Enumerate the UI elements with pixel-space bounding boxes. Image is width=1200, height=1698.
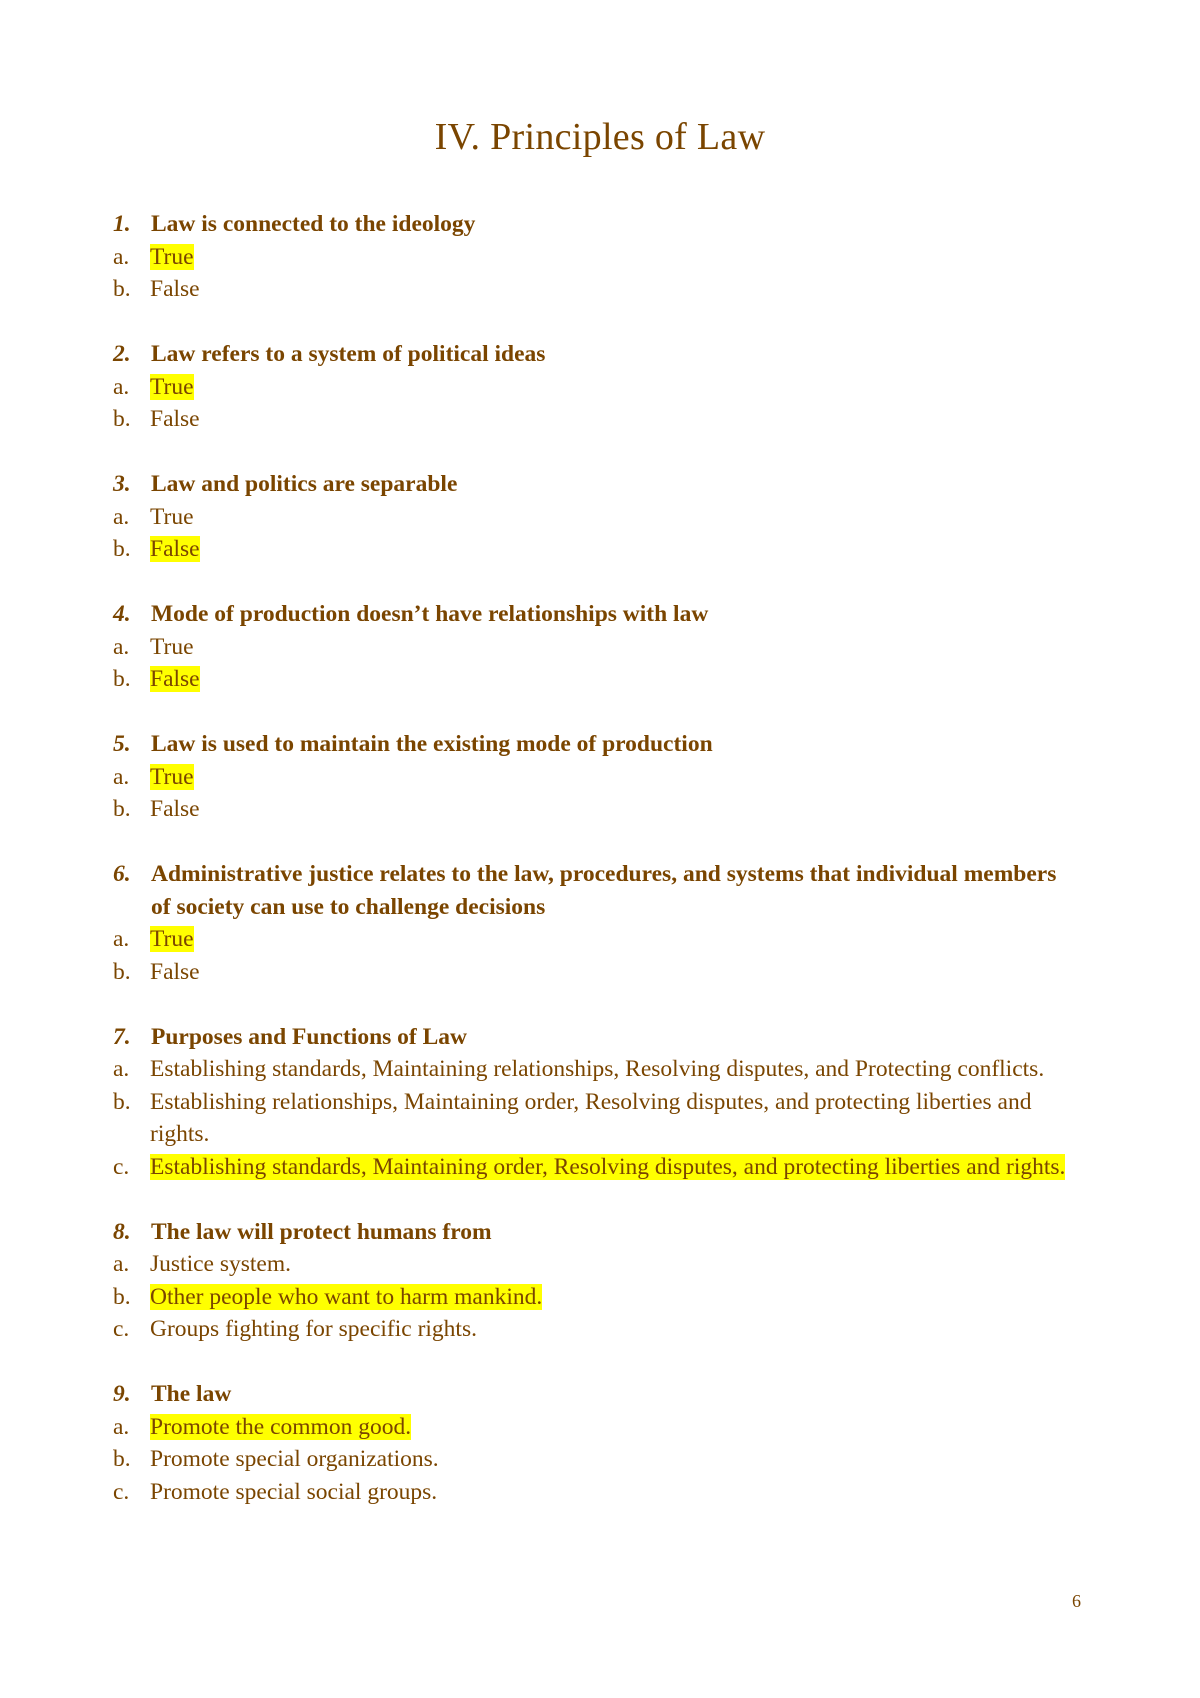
question-heading [113,1378,1073,1411]
answer-option [113,1281,1073,1314]
option-text-wrap [150,371,1073,404]
option-letter: b. [113,1283,131,1310]
answer-option [113,501,1073,534]
option-text-wrap [150,1151,1073,1184]
option-text-wrap [150,923,1073,956]
question-7 [113,1021,1073,1184]
option-text-wrap [150,663,1073,696]
question-3 [113,468,1073,566]
highlighted-answer: True [150,926,194,952]
option-letter: a. [113,633,130,660]
option-text: Promote special social groups. [150,1478,438,1505]
question-heading [113,728,1073,761]
answer-option [113,1248,1073,1281]
option-text: Establishing relationships, Maintaining order, Resolving disputes, and protecting liberties and rights. [150,1088,1032,1147]
answer-option [113,1443,1073,1476]
option-text-wrap [150,631,1073,664]
option-text-wrap [150,1443,1073,1476]
question-6 [113,858,1073,988]
option-text-wrap [150,501,1073,534]
option-text: False [150,276,200,302]
option-letter: b. [113,1088,131,1115]
answer-option [113,403,1073,436]
question-1 [113,208,1073,306]
answer-option [113,1313,1073,1346]
highlighted-answer: True [150,763,194,790]
highlighted-answer: Promote the common good. [150,1413,412,1440]
question-4 [113,598,1073,696]
answer-option [113,273,1073,306]
answer-option [113,793,1073,826]
option-text-wrap [150,533,1073,566]
question-heading [113,1216,1073,1249]
option-text-wrap [150,241,1073,274]
answer-option [113,1151,1073,1184]
option-text: Groups fighting for specific rights. [150,1316,477,1342]
option-letter: b. [113,958,131,985]
option-letter: a. [113,926,130,952]
question-text: The law will protect humans from [151,1218,492,1245]
page-title: IV. Principles of Law [434,116,766,158]
question-heading [113,208,1073,241]
answer-option [113,631,1073,664]
question-number: 3. [113,471,131,497]
option-text: False [150,958,200,985]
option-text-wrap [150,956,1073,989]
option-letter: b. [113,276,131,302]
answer-option [113,371,1073,404]
option-text-wrap [150,1248,1073,1281]
highlighted-answer: False [150,666,200,692]
option-text: Promote special organizations. [150,1446,439,1472]
question-text: The law [151,1381,232,1407]
question-number: 4. [113,601,131,627]
option-letter: a. [113,1056,130,1082]
question-number: 2. [113,341,131,367]
option-text: False [150,406,200,432]
option-letter: a. [113,373,130,400]
option-letter: b. [113,536,131,562]
answer-option [113,663,1073,696]
option-text-wrap [150,273,1073,306]
question-number: 7. [113,1023,131,1050]
option-letter: c. [113,1153,130,1180]
option-text-wrap [150,761,1073,794]
answer-option [113,1411,1073,1444]
question-text: Administrative justice relates to the law, procedures, and systems that individual members of society can use to challenge decisions [151,861,1057,920]
option-letter: a. [113,1251,130,1277]
question-text: Law is connected to the ideology [151,211,476,237]
option-letter: b. [113,666,131,692]
option-text: Justice system. [150,1251,291,1277]
question-9 [113,1378,1073,1508]
question-number: 9. [113,1381,131,1407]
question-heading [113,468,1073,501]
highlighted-answer: Establishing standards, Maintaining order, Resolving disputes, and protecting liberties and rights. [150,1153,1066,1180]
option-letter: a. [113,1413,130,1440]
page-number: 6 [1072,1591,1081,1611]
question-heading [113,598,1073,631]
answer-option [113,761,1073,794]
answer-option [113,1476,1073,1509]
question-list [113,208,1073,1541]
highlighted-answer: True [150,373,194,400]
option-text-wrap [150,1086,1073,1151]
question-heading [113,1021,1073,1054]
option-letter: a. [113,503,130,530]
answer-option [113,1053,1073,1086]
option-letter: c. [113,1316,130,1342]
question-text: Law is used to maintain the existing mode of production [151,731,713,757]
question-2 [113,338,1073,436]
option-letter: a. [113,763,130,790]
question-heading [113,338,1073,371]
option-text: Establishing standards, Maintaining relationships, Resolving disputes, and Protecting conflicts. [150,1056,1045,1082]
option-text-wrap [150,793,1073,826]
option-letter: b. [113,1446,131,1472]
question-8 [113,1216,1073,1346]
option-text: True [150,633,194,660]
question-number: 1. [113,211,131,237]
question-text: Purposes and Functions of Law [151,1023,467,1050]
option-letter: a. [113,243,130,270]
question-5 [113,728,1073,826]
option-text-wrap [150,1053,1073,1086]
highlighted-answer: True [150,243,194,270]
answer-option [113,956,1073,989]
answer-option [113,533,1073,566]
option-text-wrap [150,1281,1073,1314]
answer-option [113,1086,1073,1151]
answer-option [113,923,1073,956]
option-text-wrap [150,1476,1073,1509]
option-text: True [150,503,194,530]
question-text: Mode of production doesn’t have relationships with law [151,601,709,627]
question-heading [113,858,1073,923]
answer-option [113,241,1073,274]
question-number: 5. [113,731,131,757]
question-number: 8. [113,1218,131,1245]
option-letter: c. [113,1478,130,1505]
option-text-wrap [150,1313,1073,1346]
option-text-wrap [150,403,1073,436]
option-text: False [150,796,200,822]
question-text: Law refers to a system of political ideas [151,341,546,367]
question-text: Law and politics are separable [151,471,458,497]
highlighted-answer: False [150,536,200,562]
option-letter: b. [113,406,131,432]
option-letter: b. [113,796,131,822]
question-number: 6. [113,861,131,887]
highlighted-answer: Other people who want to harm mankind. [150,1283,543,1310]
option-text-wrap [150,1411,1073,1444]
